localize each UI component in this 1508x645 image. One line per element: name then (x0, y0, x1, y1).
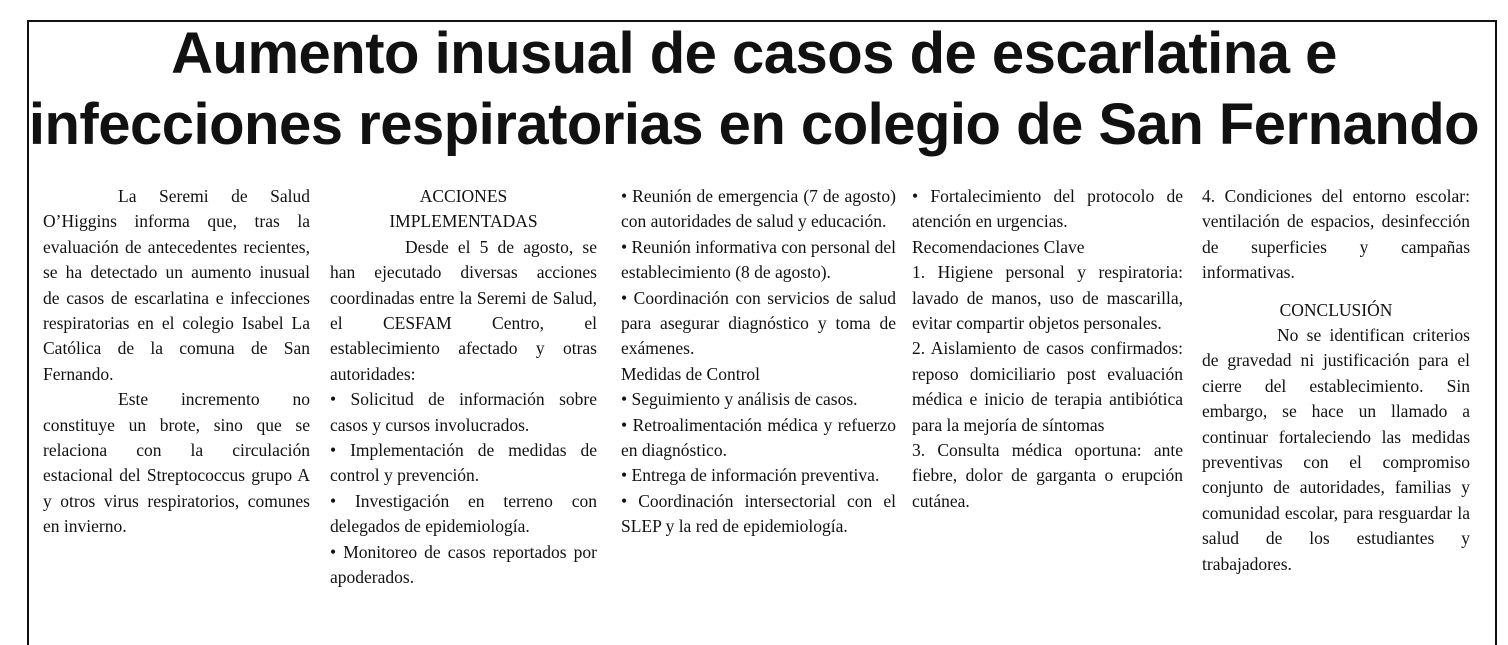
spacer (1202, 286, 1470, 298)
intro-paragraph: La Seremi de Salud O’Higgins informa que, tras la evaluación de antecedentes recientes, se ha detectado un aumento inusual de casos de escarlatina e infecciones respiratorias en el colegio Isabel La Católica de la comuna de San Fernando. (43, 186, 310, 384)
medidas-heading: Medidas de Control (621, 363, 761, 384)
acciones-heading: IMPLEMENTADAS (389, 211, 538, 232)
list-item: 3. Consulta médica oportuna: ante fiebre, dolor de garganta o erupción cutánea. (912, 440, 1183, 511)
column-4 (912, 184, 1183, 514)
list-item: • Seguimiento y análisis de casos. (621, 389, 858, 410)
article-body (43, 184, 1473, 624)
column-2 (330, 184, 597, 591)
list-item: • Reunión informativa con personal del establecimiento (8 de agosto). (621, 236, 896, 283)
intro-paragraph: Este incremento no constituye un brote, sino que se relaciona con la circulación estacional del Streptococcus grupo A y otros virus respiratorios, comunes en invierno. (43, 389, 310, 537)
list-item: • Solicitud de información sobre casos y cursos involucrados. (330, 389, 597, 435)
headline (0, 18, 1508, 160)
conclusion-paragraph: No se identifican criterios de gravedad ni justificación para el cierre del establecimiento. Sin embargo, se hace un llamado a continuar fortaleciendo las medidas preventivas con el compromiso conjunto de autoridades, familias y comunidad escolar, para resguardar la salud de los estudiantes y trabajadores. (1202, 325, 1470, 574)
acciones-heading: ACCIONES (419, 186, 508, 206)
list-item: 1. Higiene personal y respiratoria: lavado de manos, uso de mascarilla, evitar compartir objetos personales. (912, 262, 1183, 334)
list-item: • Implementación de medidas de control y prevención. (330, 440, 597, 486)
conclusion-heading: CONCLUSIÓN (1279, 299, 1393, 320)
list-item: • Fortalecimiento del protocolo de atención en urgencias. (912, 186, 1183, 232)
headline-line-1: Aumento inusual de casos de escarlatina e (171, 21, 1337, 86)
list-item: • Monitoreo de casos reportados por apoderados. (330, 541, 597, 588)
acciones-lead: Desde el 5 de agosto, se han ejecutado diversas acciones coordinadas entre la Seremi de Salud, el CESFAM Centro, el establecimiento afectado y otras autoridades: (330, 236, 597, 384)
list-item: • Coordinación con servicios de salud para asegurar diagnóstico y toma de exámenes. (621, 287, 896, 359)
column-5 (1202, 184, 1470, 577)
column-1 (43, 184, 310, 540)
list-item: • Entrega de información preventiva. (621, 465, 880, 486)
column-3 (621, 184, 896, 540)
list-item: • Retroalimentación médica y refuerzo en diagnóstico. (621, 414, 896, 461)
headline-line-2: infecciones respiratorias en colegio de San Fernando (28, 92, 1480, 157)
list-item: • Reunión de emergencia (7 de agosto) con autoridades de salud y educación. (621, 186, 896, 232)
list-item: • Coordinación intersectorial con el SLEP y la red de epidemiología. (621, 490, 896, 537)
list-item: 4. Condiciones del entorno escolar: ventilación de espacios, desinfección de superficies y campañas informativas. (1202, 186, 1470, 283)
recomendaciones-heading: Recomendaciones Clave (912, 236, 1085, 257)
list-item: • Investigación en terreno con delegados de epidemiología. (330, 490, 597, 537)
list-item: 2. Aislamiento de casos confirmados: reposo domiciliario post evaluación médica e inicio de terapia antibiótica para la mejoría de síntomas (912, 338, 1183, 435)
